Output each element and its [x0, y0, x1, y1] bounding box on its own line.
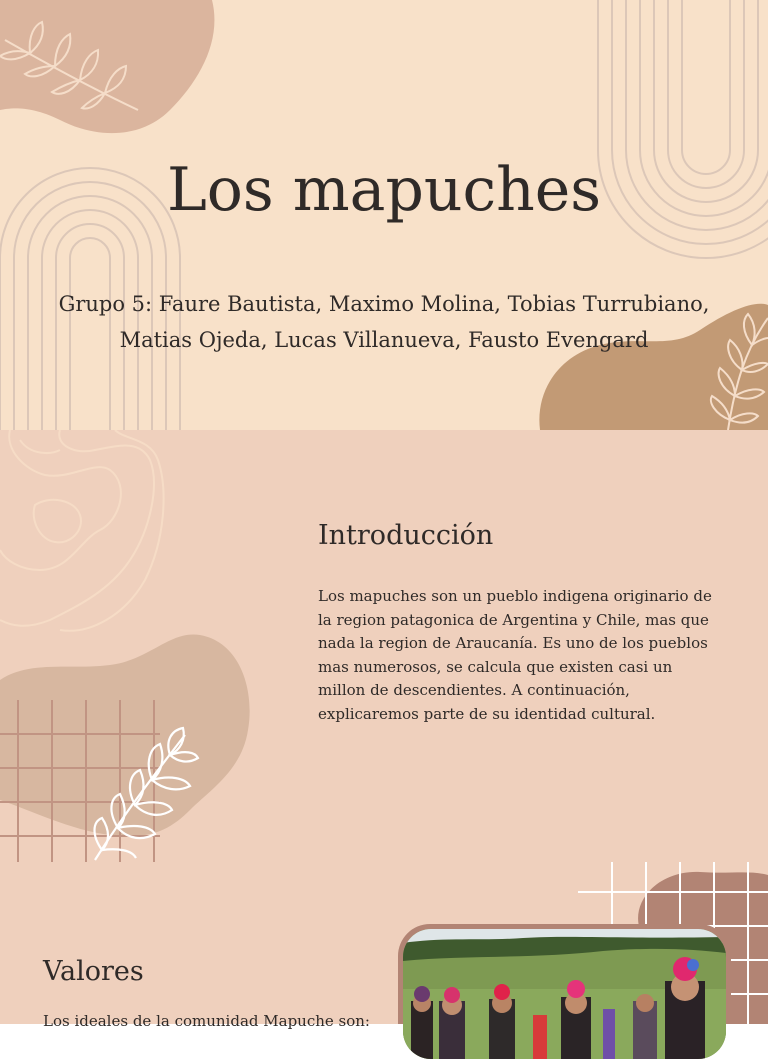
- contour-lines-icon: [0, 430, 164, 631]
- top-left-blob: [0, 0, 214, 133]
- mapuche-people-photo: [403, 929, 726, 1059]
- introduction-heading: Introducción: [318, 520, 494, 551]
- title-slide: [0, 0, 768, 430]
- slide-title: Los mapuches: [166, 155, 602, 225]
- slide-subtitle: Grupo 5: Faure Bautista, Maximo Molina, Tobias Turrubiano, Matias Ojeda, Lucas Villanueva, Fausto Evengard: [58, 292, 710, 352]
- photo-illustration: [403, 929, 726, 1059]
- values-heading: Valores: [43, 956, 144, 987]
- introduction-text: Los mapuches son un pueblo indigena originario de la region patagonica de Argentina y Chile, mas que nada la region de Araucanía. Es uno de los pueblos mas numerosos, se calcula que existen casi un millon de descendientes. A continuación, explicaremos parte de su identidad cultural.: [318, 587, 712, 723]
- values-text: Los ideales de la comunidad Mapuche son:: [43, 1012, 370, 1030]
